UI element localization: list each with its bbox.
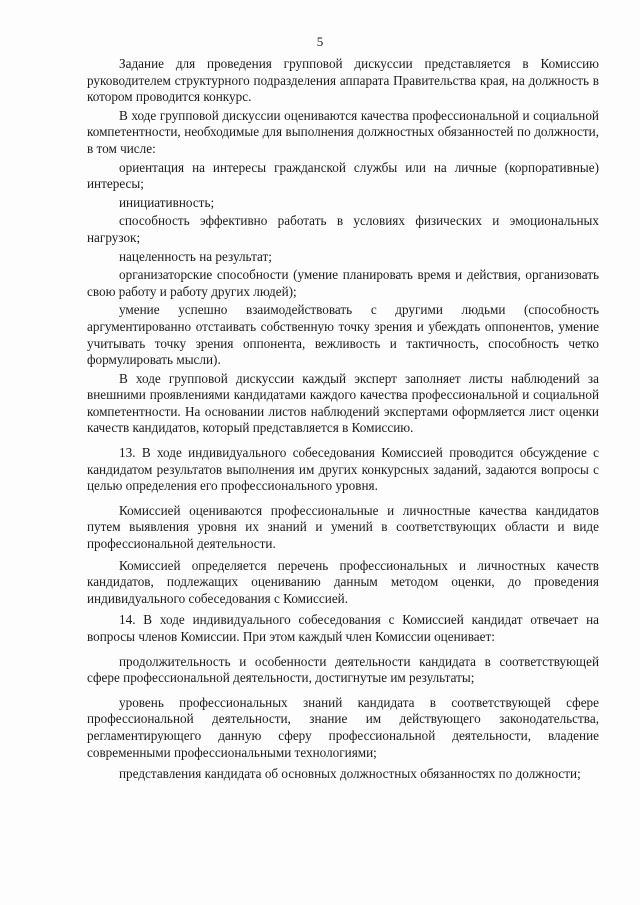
list-item-orientation: ориентация на интересы гражданской службы или на личные (корпоративные) интересы;	[87, 159, 599, 192]
list-item-initiative: инициативность;	[119, 194, 215, 210]
paragraph-item-14: 14. В ходе индивидуального собеседования с Комиссией кандидат отвечает на вопросы членов Комиссии. При этом каждый член Комиссии оценивает:	[87, 612, 599, 644]
paragraph-expert-observation: В ходе групповой дискуссии каждый эксперт заполняет листы наблюдений за внешними проявлениями кандидатами каждого качества профессиональной и социальной компетентности. На основании листов наблюдений экспертами оформляется лист оценки качеств кандидатов, который представляется в Комиссию.	[87, 370, 599, 436]
paragraph-discussion-task: Задание для проведения групповой дискуссии представляется в Комиссию руководителем структурного подразделения аппарата Правительства края, на должность в котором проводится конкурс.	[87, 56, 599, 105]
list-item-stress-capacity: способность эффективно работать в условиях физических и эмоциональных нагрузок;	[87, 213, 599, 245]
list-item-duties-understanding: представления кандидата об основных должностных обязанностях по должности;	[119, 766, 581, 782]
paragraph-discussion-qualities: В ходе групповой дискуссии оцениваются качества профессиональной и социальной компетентности, необходимые для выполнения должностных обязанностей по должности, в том числе:	[87, 107, 599, 156]
list-item-organizational-skills: организаторские способности (умение планировать время и действия, организовать свою работу и работу других людей);	[87, 267, 599, 299]
list-item-result-focus: нацеленность на результат;	[119, 248, 272, 264]
paragraph-qualities-assessment: Комиссией оцениваются профессиональные и личностные качества кандидатов путем выявления уровня их знаний и умений в соответствующих области и виде профессиональной деятельности.	[87, 502, 599, 552]
list-item-knowledge-level: уровень профессиональных знаний кандидата в соответствующей сфере профессиональной деятельности, знание им действующего законодательства, регламентирующего данную сферу профессиональной деятельности, владение современными профессиональными технологиями;	[87, 694, 599, 760]
list-item-interaction-skills: умение успешно взаимодействовать с другими людьми (способность аргументированно отстаивать собственную точку зрения и убеждать оппонентов, умение учитывать точку зрения оппонента, вежливость и тактичность, способность четко формулировать мысли).	[87, 302, 599, 368]
paragraph-item-13: 13. В ходе индивидуального собеседования Комиссией проводится обсуждение с кандидатом результатов выполнения им других конкурсных заданий, задаются вопросы с целью определения его профессионального уровня.	[87, 445, 599, 494]
document-body	[87, 56, 599, 783]
page-number: 5	[316, 34, 324, 49]
paragraph-qualities-list: Комиссией определяется перечень профессиональных и личностных качеств кандидатов, подлежащих оцениванию данным методом оценки, до проведения индивидуального собеседования с Комиссией.	[87, 557, 599, 606]
list-item-experience: продолжительность и особенности деятельности кандидата в соответствующей сфере профессиональной деятельности, достигнутые им результаты;	[87, 653, 599, 686]
